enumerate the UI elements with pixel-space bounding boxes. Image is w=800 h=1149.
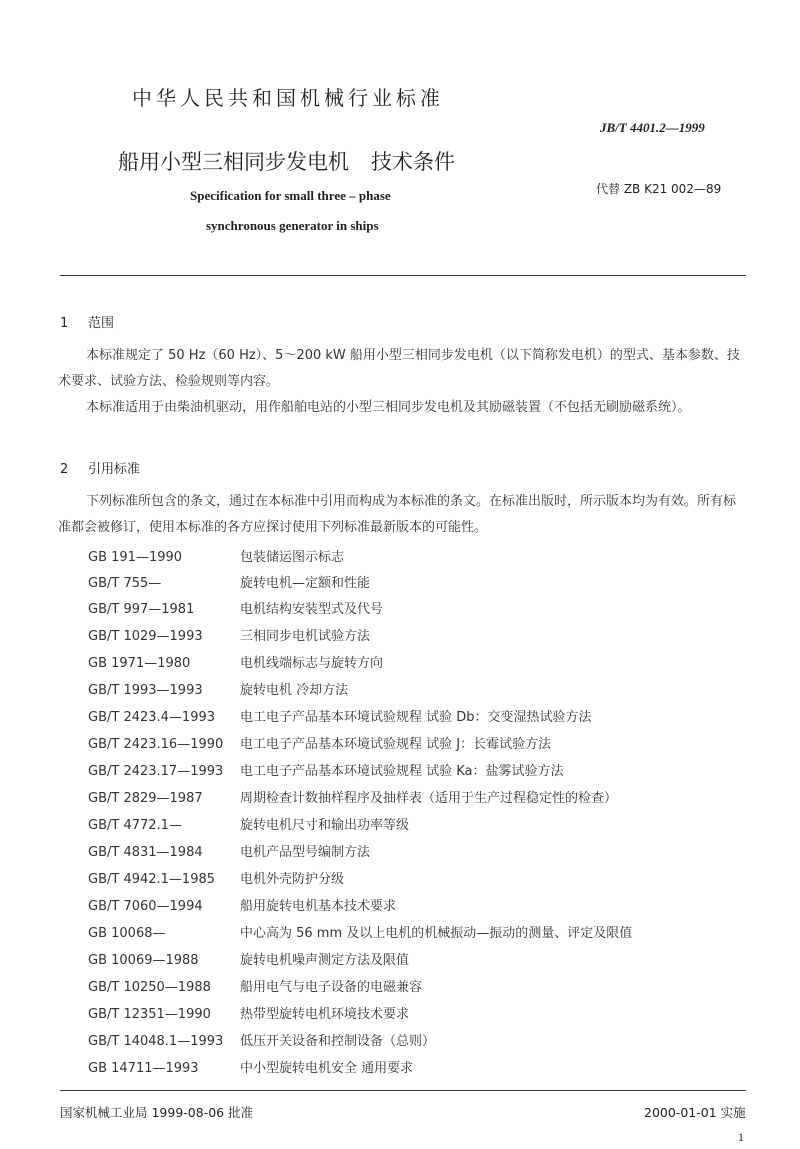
document-title	[118, 146, 455, 176]
reference-item	[88, 706, 592, 725]
reference-item	[88, 841, 370, 860]
section-1-paragraph-1: 本标准规定了 50 Hz（60 Hz）、5～200 kW 船用小型三相同步发电机（以下简称发电机）的型式、基本参数、技术要求、试验方法、检验规则等内容。	[58, 348, 740, 389]
reference-name: 低压开关设备和控制设备（总则）	[240, 1034, 436, 1049]
reference-name: 旋转电机噪声测定方法及限值	[240, 953, 410, 968]
title-part-2: 技术条件	[371, 150, 455, 174]
reference-item	[88, 760, 564, 779]
reference-item	[88, 895, 396, 914]
reference-item	[88, 1030, 435, 1049]
reference-name: 电机产品型号编制方法	[240, 845, 371, 860]
reference-code: GB/T 4942.1—1985	[88, 872, 216, 887]
reference-name: 电机外壳防护分级	[240, 872, 345, 887]
reference-code: GB 191—1990	[88, 550, 183, 565]
reference-item	[88, 572, 370, 591]
reference-code: GB 10068—	[88, 926, 166, 941]
reference-name: 电工电子产品基本环境试验规程 试验 J：长霉试验方法	[240, 737, 552, 752]
reference-name: 旋转电机—定额和性能	[240, 576, 371, 591]
reference-code: GB 10069—1988	[88, 953, 199, 968]
section-1-paragraph-2: 本标准适用于由柴油机驱动，用作船舶电站的小型三相同步发电机及其励磁装置（不包括无刷励磁系统）。	[86, 400, 691, 415]
reference-name: 中心高为 56 mm 及以上电机的机械振动—振动的测量、评定及限值	[240, 926, 633, 941]
approval-note: 国家机械工业局 1999-08-06 批准	[60, 1105, 254, 1120]
section-1-heading	[60, 312, 114, 331]
reference-item	[88, 652, 383, 671]
section-number: 2	[60, 462, 69, 477]
reference-code: GB 1971—1980	[88, 656, 191, 671]
reference-item	[88, 625, 370, 644]
footer-divider	[60, 1090, 746, 1091]
reference-item	[88, 949, 409, 968]
section-2-paragraph-1: 下列标准所包含的条文，通过在本标准中引用而构成为本标准的条文。在标准出版时，所示版本均为有效。所有标准都会被修订，使用本标准的各方应探讨使用下列标准最新版本的可能性。	[58, 494, 737, 535]
reference-code: GB/T 14048.1—1993	[88, 1034, 224, 1049]
reference-code: GB/T 2423.17—1993	[88, 764, 224, 779]
replaces-note: 代替 ZB K21 002—89	[596, 182, 722, 196]
reference-item	[88, 787, 617, 806]
reference-item	[88, 976, 422, 995]
reference-name: 电工电子产品基本环境试验规程 试验 Db：交变湿热试验方法	[240, 710, 592, 725]
english-title-line-2: synchronous generator in ships	[206, 218, 379, 233]
section-number: 1	[60, 316, 69, 331]
reference-code: GB/T 10250—1988	[88, 980, 211, 995]
reference-name: 包装储运图示标志	[240, 550, 345, 565]
reference-code: GB/T 4772.1—	[88, 818, 182, 833]
reference-code: GB/T 1993—1993	[88, 683, 203, 698]
section-2-heading	[60, 458, 140, 477]
reference-name: 船用电气与电子设备的电磁兼容	[240, 980, 423, 995]
reference-name: 周期检查计数抽样程序及抽样表（适用于生产过程稳定性的检查）	[240, 791, 618, 806]
reference-code: GB/T 4831—1984	[88, 845, 203, 860]
section-title: 引用标准	[88, 462, 141, 477]
reference-item	[88, 1057, 413, 1076]
reference-item	[88, 733, 551, 752]
reference-code: GB/T 2423.4—1993	[88, 710, 216, 725]
reference-code: GB/T 2423.16—1990	[88, 737, 224, 752]
effective-date: 2000-01-01 实施	[644, 1105, 746, 1120]
reference-item	[88, 679, 348, 698]
reference-name: 电工电子产品基本环境试验规程 试验 Ka：盐雾试验方法	[240, 764, 564, 779]
title-part-1: 船用小型三相同步发电机	[118, 150, 349, 174]
reference-name: 热带型旋转电机环境技术要求	[240, 1007, 410, 1022]
reference-code: GB/T 1029—1993	[88, 629, 203, 644]
reference-code: GB/T 7060—1994	[88, 899, 203, 914]
english-title-line-1: Specification for small three – phase	[190, 188, 391, 203]
standard-org-heading: 中华人民共和国机械行业标准	[132, 86, 444, 110]
reference-item	[88, 814, 409, 833]
reference-name: 旋转电机 冷却方法	[240, 683, 349, 698]
reference-item	[88, 598, 383, 617]
reference-code: GB 14711—1993	[88, 1061, 199, 1076]
reference-item	[88, 922, 632, 941]
standard-number: JB/T 4401.2—1999	[600, 120, 705, 135]
reference-name: 中小型旋转电机安全 通用要求	[240, 1061, 414, 1076]
reference-code: GB/T 12351—1990	[88, 1007, 211, 1022]
reference-name: 电机结构安装型式及代号	[240, 602, 384, 617]
reference-item	[88, 546, 344, 565]
reference-code: GB/T 997—1981	[88, 602, 195, 617]
reference-name: 三相同步电机试验方法	[240, 629, 371, 644]
reference-name: 旋转电机尺寸和输出功率等级	[240, 818, 410, 833]
reference-item	[88, 868, 344, 887]
reference-item	[88, 1003, 409, 1022]
reference-name: 船用旋转电机基本技术要求	[240, 899, 397, 914]
reference-code: GB/T 755—	[88, 576, 162, 591]
section-title: 范围	[88, 316, 115, 331]
header-divider	[60, 275, 746, 276]
reference-code: GB/T 2829—1987	[88, 791, 203, 806]
page-number: 1	[738, 1130, 744, 1144]
reference-name: 电机线端标志与旋转方向	[240, 656, 384, 671]
